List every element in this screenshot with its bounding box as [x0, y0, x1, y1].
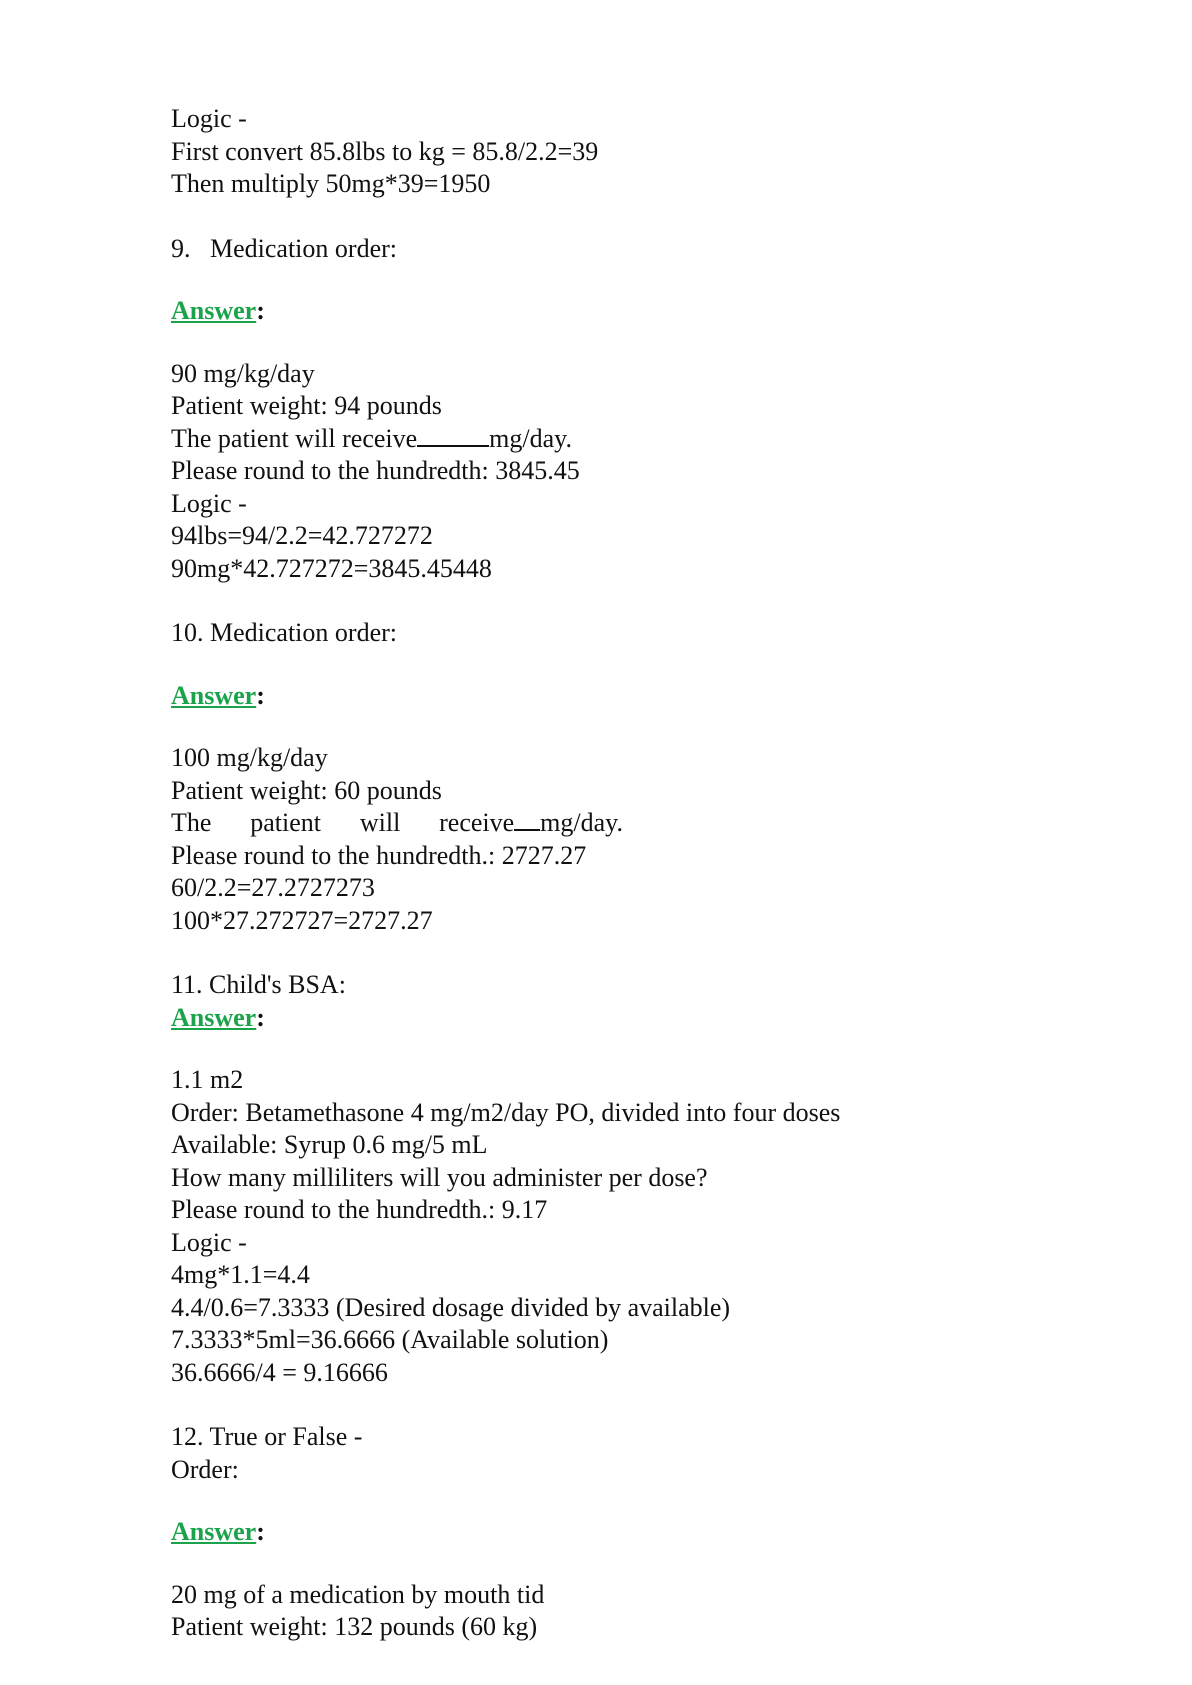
answer-colon: : [256, 296, 265, 325]
q9-answer-label [171, 295, 1101, 328]
answer-colon: : [256, 1002, 265, 1032]
q10-weight: Patient weight: 60 pounds [171, 775, 442, 805]
q9-order: 90 mg/kg/day [171, 358, 315, 388]
answer-colon: : [256, 680, 265, 710]
q11-logic-line-1: 4mg*1.1=4.4 [171, 1260, 310, 1289]
q9-round: Please round to the hundredth: 3845.45 [171, 456, 580, 485]
q12-heading: 12. True or False - [171, 1422, 363, 1451]
q11-order: Order: Betamethasone 4 mg/m2/day PO, divided into four doses [171, 1097, 841, 1127]
document-page [171, 103, 1101, 1644]
q8-logic-label: Logic - [171, 104, 247, 133]
q10-receive-post: mg/day. [540, 808, 623, 837]
q11-answer-label [171, 1002, 1101, 1035]
q9-receive-line [171, 423, 1101, 456]
q10-receive-word: will [359, 808, 401, 837]
q12-answer-label [171, 1516, 1101, 1549]
q11-logic-line-2: 4.4/0.6=7.3333 (Desired dosage divided by available) [171, 1292, 731, 1322]
q10-answer-blank [514, 807, 540, 831]
q10-receive-tail [439, 807, 623, 840]
q10-receive-line [171, 807, 623, 840]
q9-answer-blank [417, 423, 489, 447]
q10-receive-word: receive [439, 808, 515, 837]
answer-word: Answer [171, 1002, 257, 1032]
q9-logic-line-2: 90mg*42.727272=3845.45448 [171, 553, 492, 583]
q10-order: 100 mg/kg/day [171, 743, 328, 772]
q11-logic-line-4: 36.6666/4 = 9.16666 [171, 1357, 388, 1387]
q12-line-1: 20 mg of a medication by mouth tid [171, 1579, 545, 1609]
q10-receive-word: The [171, 808, 212, 837]
q11-logic-label: Logic - [171, 1227, 247, 1257]
q9-logic-line-1: 94lbs=94/2.2=42.727272 [171, 521, 433, 550]
q10-round: Please round to the hundredth.: 2727.27 [171, 840, 587, 870]
q10-receive-word: patient [250, 808, 322, 837]
answer-word: Answer [171, 680, 257, 710]
q9-logic-label: Logic - [171, 488, 247, 518]
q11-round: Please round to the hundredth.: 9.17 [171, 1195, 548, 1224]
q9-receive-pre: The patient will receive [171, 423, 418, 453]
q8-logic-line-1: First convert 85.8lbs to kg = 85.8/2.2=39 [171, 136, 599, 166]
q10-answer-label [171, 680, 1101, 713]
q11-bsa: 1.1 m2 [171, 1065, 244, 1094]
q8-logic-line-2: Then multiply 50mg*39=1950 [171, 169, 491, 198]
answer-word: Answer [171, 296, 257, 325]
q9-heading: 9. Medication order: [171, 233, 397, 263]
q10-calc-line-2: 100*27.272727=2727.27 [171, 905, 433, 935]
q9-receive-post: mg/day. [489, 423, 572, 453]
q11-logic-line-3: 7.3333*5ml=36.6666 (Available solution) [171, 1325, 609, 1354]
q11-question: How many milliliters will you administer per dose? [171, 1162, 708, 1192]
q10-heading: 10. Medication order: [171, 618, 397, 647]
q12-order-label: Order: [171, 1454, 239, 1484]
q10-calc-line-1: 60/2.2=27.2727273 [171, 873, 375, 902]
answer-word: Answer [171, 1517, 257, 1546]
q11-heading: 11. Child's BSA: [171, 970, 346, 999]
q9-weight: Patient weight: 94 pounds [171, 391, 442, 420]
q11-available: Available: Syrup 0.6 mg/5 mL [171, 1130, 488, 1159]
q12-line-2: Patient weight: 132 pounds (60 kg) [171, 1612, 538, 1641]
answer-colon: : [256, 1517, 265, 1546]
